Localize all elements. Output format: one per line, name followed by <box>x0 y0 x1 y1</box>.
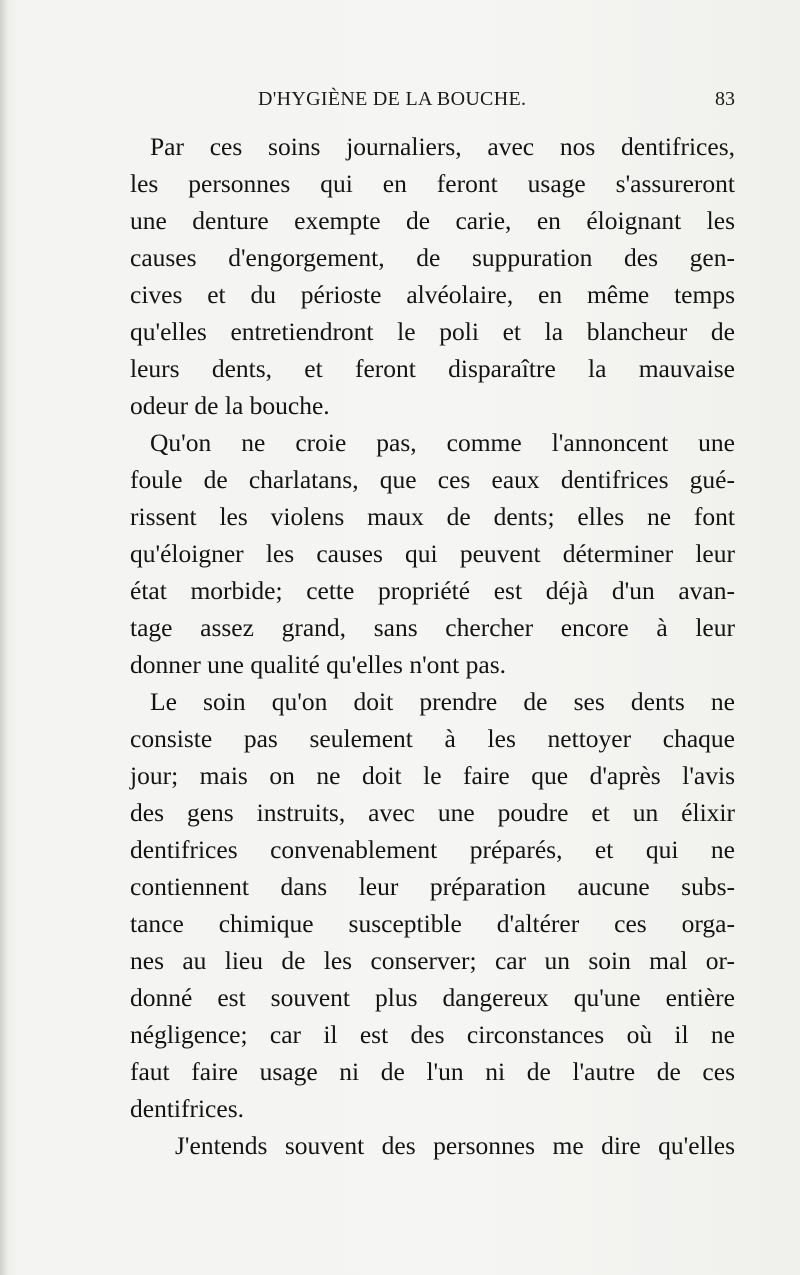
text-line: dentifrices. <box>130 1094 244 1123</box>
text-line: qu'elles entretiendront le poli et la blancheur de <box>130 317 735 346</box>
text-line: des gens instruits, avec une poudre et un élixir <box>130 798 735 827</box>
text-line: tance chimique susceptible d'altérer ces orga- <box>130 909 735 938</box>
text-line: négligence; car il est des circonstances où il ne <box>130 1020 735 1049</box>
text-line: odeur de la bouche. <box>130 391 330 420</box>
text-line: qu'éloigner les causes qui peuvent déterminer leur <box>130 539 735 568</box>
text-line: cives et du périoste alvéolaire, en même temps <box>130 280 735 309</box>
text-line: J'entends souvent des personnes me dire qu'elles <box>175 1131 735 1160</box>
text-line: Par ces soins journaliers, avec nos dentifrices, <box>150 132 735 161</box>
page-number: 83 <box>715 88 735 110</box>
text-line: état morbide; cette propriété est déjà d'un avan- <box>130 576 735 605</box>
text-line: nes au lieu de les conserver; car un soin mal or- <box>130 946 735 975</box>
text-line: rissent les violens maux de dents; elles ne font <box>130 502 735 531</box>
text-line: donner une qualité qu'elles n'ont pas. <box>130 650 507 679</box>
text-line: consiste pas seulement à les nettoyer chaque <box>130 724 735 753</box>
text-line: Le soin qu'on doit prendre de ses dents ne <box>150 687 735 716</box>
text-line: jour; mais on ne doit le faire que d'après l'avis <box>130 761 735 790</box>
page-edge-shadow <box>0 0 8 1275</box>
text-line: contiennent dans leur préparation aucune subs- <box>130 872 735 901</box>
text-line: leurs dents, et feront disparaître la mauvaise <box>130 354 735 383</box>
text-line: les personnes qui en feront usage s'assureront <box>130 169 735 198</box>
running-title: D'HYGIÈNE DE LA BOUCHE. <box>258 88 527 110</box>
text-line: causes d'engorgement, de suppuration des gen- <box>130 243 735 272</box>
text-line: une denture exempte de carie, en éloignant les <box>130 206 735 235</box>
text-line: faut faire usage ni de l'un ni de l'autre de ces <box>130 1057 735 1086</box>
text-line: donné est souvent plus dangereux qu'une entière <box>130 983 735 1012</box>
text-line: Qu'on ne croie pas, comme l'annoncent une <box>150 428 735 457</box>
text-line: foule de charlatans, que ces eaux dentifrices gué- <box>130 465 735 494</box>
body-text <box>130 128 735 1164</box>
text-line: tage assez grand, sans chercher encore à leur <box>130 613 735 642</box>
page-header <box>130 88 735 118</box>
text-line: dentifrices convenablement préparés, et qui ne <box>130 835 735 864</box>
